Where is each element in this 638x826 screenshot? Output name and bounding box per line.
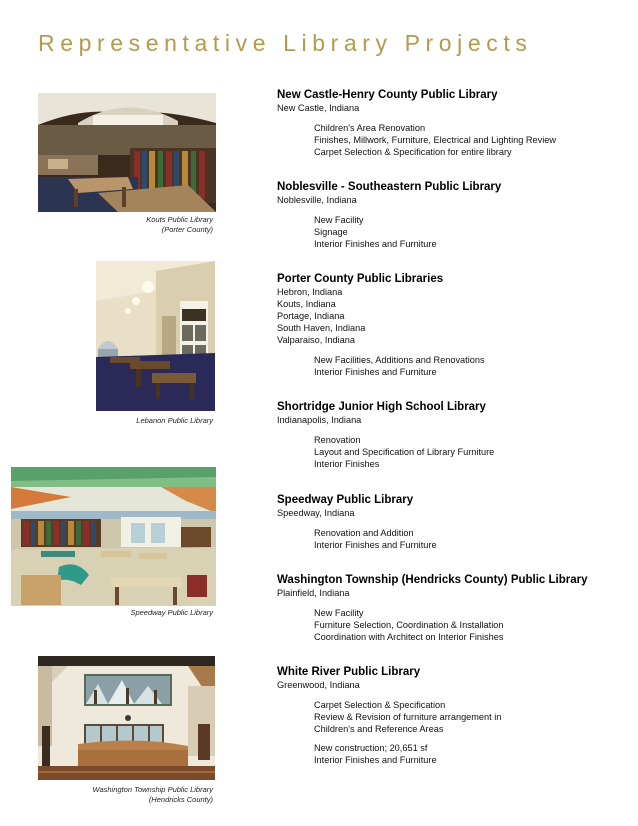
scope-item: Signage [314,227,348,238]
project-name: Washington Township (Hendricks County) Public Library [277,574,588,586]
project-location: New Castle, Indiana [277,103,360,113]
scope-item: New Facility [314,215,364,225]
scope-item: New construction; 20,651 sf [314,742,428,753]
page-title: Representative Library Projects [38,30,533,56]
scope-item: Interior Finishes and Furniture [314,540,437,551]
project-location: Indianapolis, Indiana [277,415,362,425]
photo-washington-township-library [38,656,215,780]
project-name: Porter County Public Libraries [277,273,444,285]
project-scope [314,122,627,159]
scope-item: Children's Area Renovation [314,123,426,133]
scope-item: Finishes, Millwork, Furniture, Electrical and Lighting Review [314,135,557,146]
scope-item: Layout and Specification of Library Furniture [314,447,495,458]
project-location: Noblesville, Indiana [277,195,357,205]
project-location: South Haven, Indiana [277,323,366,333]
caption-line: (Porter County) [161,225,213,234]
scope-item: Interior Finishes and Furniture [314,754,437,765]
scope-item: Renovation and Addition [314,528,414,538]
project-scope [314,434,627,471]
project-name: Shortridge Junior High School Library [277,401,486,413]
scope-item: New Facility [314,608,364,618]
caption-line: Washington Township Public Library [92,785,213,794]
caption-line: Kouts Public Library [146,215,213,224]
project-location: Speedway, Indiana [277,508,355,518]
photo-speedway-library [11,467,216,606]
project-scope [314,214,627,251]
caption-speedway [130,608,213,618]
scope-item: Furniture Selection, Coordination & Installation [314,620,504,631]
project-entry [277,665,627,766]
project-name: New Castle-Henry County Public Library [277,89,498,101]
scope-item: Renovation [314,435,361,445]
scope-item: Interior Finishes [314,459,380,470]
project-entry [277,400,627,471]
project-entry [277,573,627,644]
project-name: Speedway Public Library [277,494,414,506]
project-entry [277,88,627,159]
scope-item: Interior Finishes and Furniture [314,367,437,378]
project-location: Valparaiso, Indiana [277,335,355,345]
project-entry [277,493,627,551]
caption-washington-township [93,785,213,805]
project-entry [277,272,627,378]
caption-line: Lebanon Public Library [136,416,213,425]
photo-kouts-library [38,93,216,212]
project-location: Portage, Indiana [277,311,345,321]
caption-lebanon [136,416,213,426]
caption-kouts [146,215,213,235]
project-location: Hebron, Indiana [277,287,343,297]
scope-item: Interior Finishes and Furniture [314,239,437,250]
project-name: Noblesville - Southeastern Public Library [277,181,502,193]
caption-line: (Hendricks County) [148,795,213,804]
scope-item: Children's and Reference Areas [314,724,444,735]
scope-item: Carpet Selection & Specification for entire library [314,147,512,158]
project-scope [314,354,627,378]
scope-item: Coordination with Architect on Interior Finishes [314,632,504,643]
project-location: Kouts, Indiana [277,299,336,309]
project-entry [277,180,627,251]
project-scope [314,607,627,644]
project-scope [314,527,627,551]
scope-item: Carpet Selection & Specification [314,700,446,710]
photo-lebanon-library [96,261,215,411]
scope-item: Review & Revision of furniture arrangement in [314,712,502,723]
project-location: Greenwood, Indiana [277,680,360,690]
scope-item: New Facilities, Additions and Renovations [314,355,485,365]
caption-line: Speedway Public Library [130,608,213,617]
project-location: Plainfield, Indiana [277,588,350,598]
project-scope [314,699,627,766]
project-name: White River Public Library [277,666,421,678]
